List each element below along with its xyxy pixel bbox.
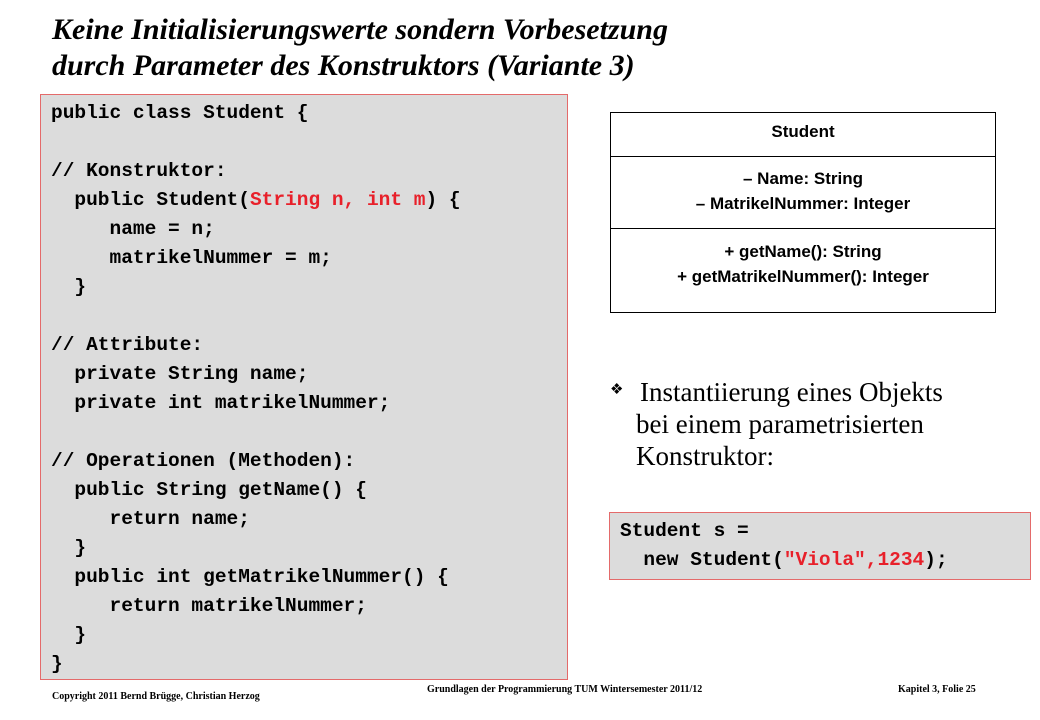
uml-operations-section	[611, 228, 995, 312]
bullet-text-line: Instantiierung eines Objekts	[640, 377, 943, 407]
uml-attribute: – MatrikelNummer: Integer	[695, 194, 911, 213]
instantiation-code-block	[609, 512, 1031, 580]
footer-copyright: Copyright 2011 Bernd Brügge, Christian Herzog	[52, 691, 260, 702]
slide-title-line-1: Keine Initialisierungswerte sondern Vorbesetzung	[52, 13, 668, 46]
code-line	[51, 360, 308, 389]
code-text: public Student(	[51, 189, 250, 211]
code-line	[51, 99, 308, 128]
code-line	[51, 505, 250, 534]
slide-title	[52, 12, 1012, 84]
bullet-text	[636, 376, 996, 472]
uml-attribute: – Name: String	[743, 169, 863, 188]
code-text: }	[51, 537, 87, 559]
footer-course: Grundlagen der Programmierung TUM Wintersemester 2011/12	[427, 684, 703, 695]
diamond-bullet-icon: ❖	[610, 382, 624, 398]
student-class-code-block	[40, 94, 568, 680]
code-line	[51, 331, 203, 360]
code-text: }	[51, 653, 63, 675]
instantiation-line-1: Student s =	[620, 520, 749, 542]
uml-operation: + getName(): String	[724, 242, 882, 261]
code-line	[51, 215, 215, 244]
slide-title-line-2: durch Parameter des Konstruktors (Variante 3)	[52, 49, 635, 82]
code-line	[51, 476, 367, 505]
code-text: private int matrikelNummer;	[51, 392, 391, 414]
code-text: public int getMatrikelNummer() {	[51, 566, 449, 588]
code-line	[51, 592, 367, 621]
code-line	[51, 273, 86, 302]
instantiation-call: new Student(	[620, 549, 784, 571]
code-highlight: String n, int m	[249, 189, 426, 211]
code-line	[51, 621, 86, 650]
uml-class-diagram	[610, 112, 996, 313]
code-line	[51, 563, 449, 592]
code-line	[51, 389, 390, 418]
code-line	[51, 244, 332, 273]
footer-slide-number: Kapitel 3, Folie 25	[898, 684, 976, 695]
uml-attributes-section	[611, 156, 995, 228]
code-line	[51, 534, 86, 563]
code-line	[51, 650, 63, 679]
bullet-text-line: bei einem parametrisierten	[636, 409, 924, 439]
code-text: private String name;	[51, 363, 309, 385]
code-text: name = n;	[51, 218, 215, 240]
code-text: return matrikelNummer;	[51, 595, 367, 617]
code-text: public class Student {	[51, 102, 309, 124]
instantiation-close: );	[924, 549, 948, 571]
code-text: // Attribute:	[51, 334, 204, 356]
code-text: }	[51, 276, 87, 298]
uml-class-name: Student	[771, 122, 835, 141]
code-text: matrikelNummer = m;	[51, 247, 332, 269]
code-line	[51, 186, 461, 215]
code-line	[51, 157, 227, 186]
code-text: return name;	[51, 508, 250, 530]
code-line	[51, 447, 355, 476]
code-text: }	[51, 624, 87, 646]
uml-operation: + getMatrikelNummer(): Integer	[677, 267, 929, 286]
instantiation-arguments: "Viola",1234	[783, 549, 925, 571]
code-text: public String getName() {	[51, 479, 367, 501]
code-text: ) {	[425, 189, 461, 211]
code-text: // Operationen (Methoden):	[51, 450, 356, 472]
instantiation-line-2	[620, 546, 948, 575]
code-text: // Konstruktor:	[51, 160, 227, 182]
bullet-text-line: Konstruktor:	[636, 441, 774, 471]
